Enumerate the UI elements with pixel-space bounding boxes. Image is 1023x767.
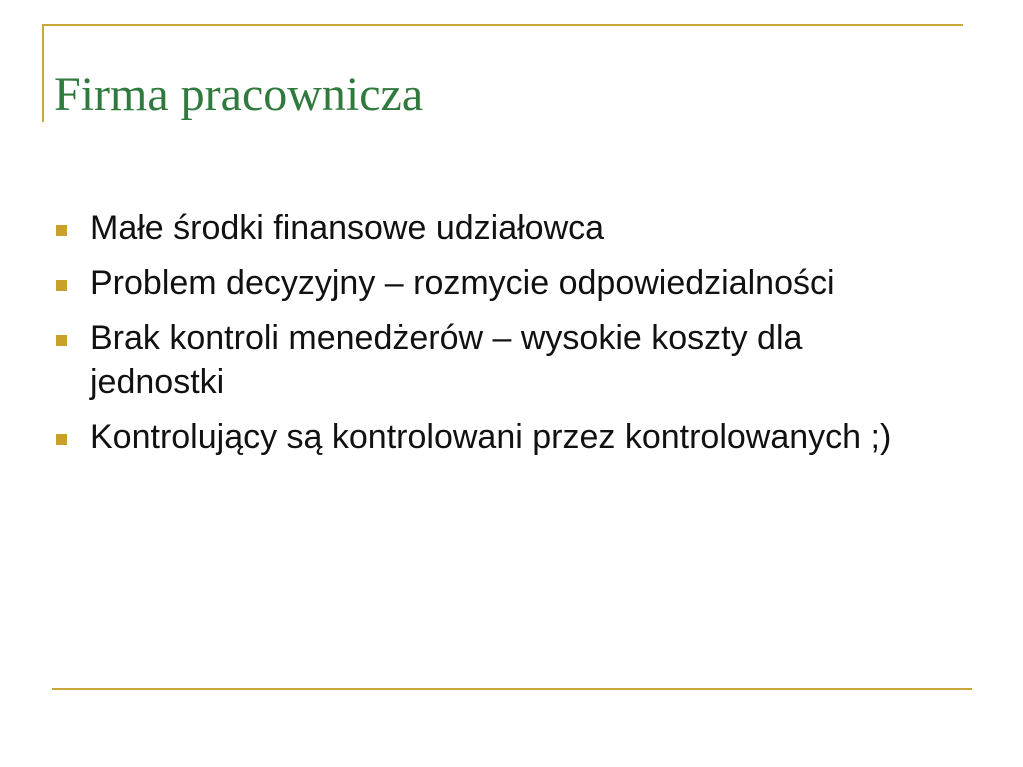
square-bullet-icon: [56, 335, 67, 346]
bullet-item: [52, 261, 932, 305]
bottom-border-line: [52, 688, 972, 690]
bullet-item: [52, 316, 932, 404]
bullet-item: [52, 415, 932, 459]
square-bullet-icon: [56, 280, 67, 291]
square-bullet-icon: [56, 225, 67, 236]
bullet-item: [52, 206, 932, 250]
bullet-text: Małe środki finansowe udziałowca: [90, 209, 605, 247]
bullet-text: Problem decyzyjny – rozmycie odpowiedzialności: [90, 264, 835, 302]
bullet-text: Kontrolujący są kontrolowani przez kontrolowanych ;): [90, 418, 892, 456]
slide-title: Firma pracownicza: [54, 68, 424, 121]
square-bullet-icon: [56, 434, 67, 445]
top-border-line: [42, 24, 963, 26]
bullet-text: Brak kontroli menedżerów – wysokie koszty dla jednostki: [90, 319, 803, 401]
left-border-line: [42, 24, 44, 122]
bullet-list: [52, 206, 932, 470]
